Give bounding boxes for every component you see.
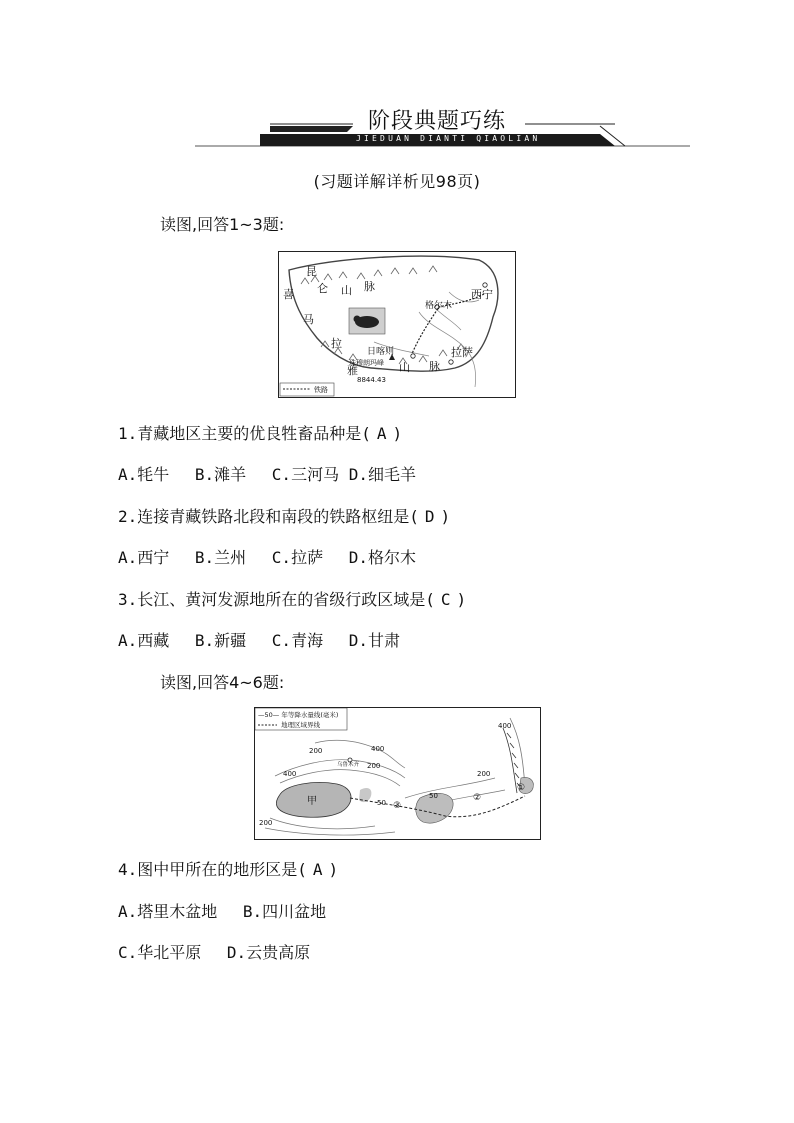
map-region-1: ① — [517, 783, 526, 793]
map-label-urumqi: 乌鲁木齐 — [337, 762, 360, 768]
map-legend-boundary: 地理区域界线 — [281, 721, 320, 729]
question-2-options: A.西宁 B.兰州 C.拉萨 D.格尔木 — [118, 548, 416, 567]
map-label-lhasa: 拉萨 — [451, 346, 473, 359]
map-label-lun: 仑 — [317, 282, 328, 295]
page-title: 阶段典题巧练 — [368, 109, 507, 134]
map-label-xi: 喜 — [283, 288, 294, 301]
map-legend-isohyet: —50— 年等降水量线(毫米) — [258, 711, 339, 719]
map-label-ya: 雅 — [347, 364, 358, 377]
map-label-height: 8844.43 — [357, 376, 386, 384]
map-label-shan: 山 — [341, 284, 352, 297]
qinghai-tibet-map — [278, 251, 516, 398]
question-1-options: A.牦牛 B.滩羊 C.三河马 D.细毛羊 — [118, 465, 416, 484]
question-4-options-row2: C.华北平原 D.云贵高原 — [118, 943, 311, 962]
map-label-ma: 马 — [303, 313, 314, 326]
isohyet-a: 200 — [309, 747, 323, 755]
question-2: 2.连接青藏铁路北段和南段的铁路枢纽是( D ) — [118, 507, 451, 526]
section2-intro: 读图,回答4~6题: — [160, 673, 285, 692]
question-4-options-row1: A.塔里木盆地 B.四川盆地 — [118, 902, 327, 921]
map-region-2: ② — [473, 793, 482, 803]
map-label-xining: 西宁 — [471, 288, 493, 301]
isohyet-d: 200 — [367, 762, 381, 770]
map-label-golmud: 格尔木 — [425, 301, 453, 311]
map-label-shan2: 山 — [399, 361, 410, 374]
map-label-kun: 昆 — [306, 265, 317, 278]
northwest-china-map — [254, 707, 541, 840]
answer-q4: A — [312, 860, 323, 879]
question-4: 4.图中甲所在的地形区是( A ) — [118, 860, 339, 879]
map-legend-railway: 铁路 — [314, 386, 328, 394]
answer-reference-note: (习题详解详析见98页) — [313, 172, 481, 191]
question-3: 3.长江、黄河发源地所在的省级行政区域是( C ) — [118, 590, 467, 609]
map-label-everest: 珠穆朗玛峰 — [349, 359, 384, 367]
answer-q1: A — [376, 424, 387, 443]
section1-intro: 读图,回答1~3题: — [160, 215, 285, 234]
map-label-la: 拉 — [331, 337, 342, 350]
isohyet-g: 200 — [477, 770, 491, 778]
isohyet-i: 200 — [259, 819, 273, 827]
map-region-3: ③ — [393, 801, 402, 811]
map-label-shigatse: 日喀则 — [367, 347, 395, 357]
map-label-jia: 甲 — [307, 796, 317, 807]
isohyet-e: 50 — [377, 799, 386, 807]
map-label-mai2: 脉 — [429, 360, 440, 373]
question-1: 1.青藏地区主要的优良牲畜品种是( A ) — [118, 424, 403, 443]
answer-q3: C — [440, 590, 451, 609]
isohyet-b: 400 — [371, 745, 385, 753]
map-label-mai: 脉 — [364, 280, 375, 293]
isohyet-c: 400 — [283, 770, 297, 778]
page-title-pinyin: JIEDUAN DIANTI QIAOLIAN — [356, 134, 541, 143]
isohyet-f: 50 — [429, 792, 438, 800]
answer-q2: D — [424, 507, 435, 526]
question-3-options: A.西藏 B.新疆 C.青海 D.甘肃 — [118, 631, 400, 650]
isohyet-h: 400 — [498, 722, 512, 730]
